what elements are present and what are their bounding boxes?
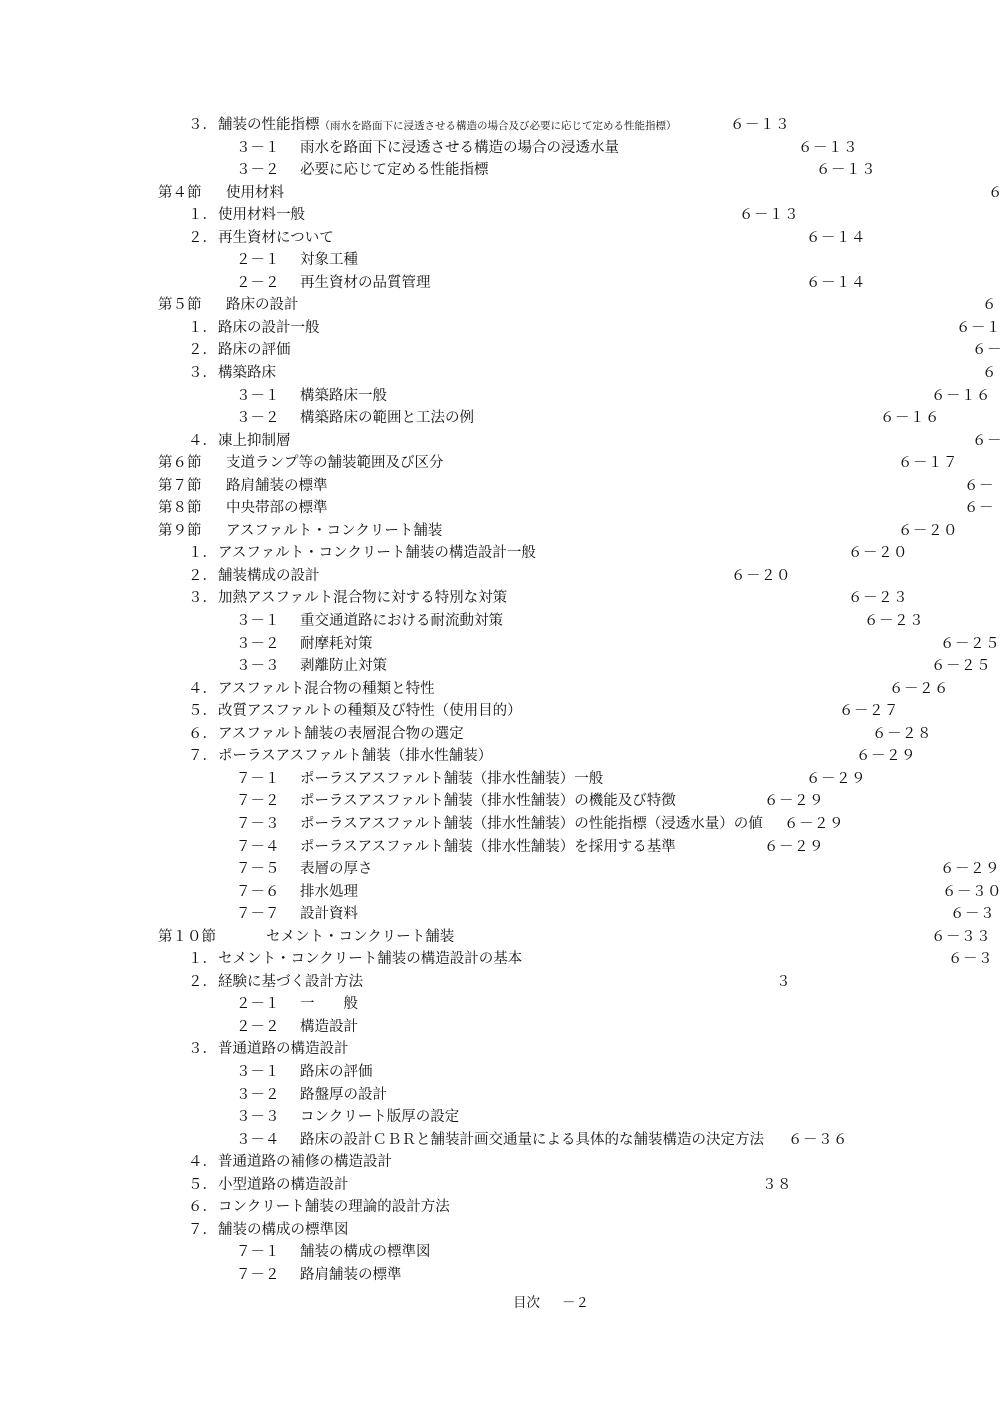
toc-entry-title <box>218 1038 349 1060</box>
toc-entry-number: ３． <box>188 590 217 607</box>
toc-entry-number: ７－２ <box>236 793 280 810</box>
toc-entry <box>0 1016 992 1039</box>
toc-entry <box>0 881 1002 904</box>
toc-entry <box>0 700 992 723</box>
toc-entry-title-text: 一 般 <box>300 996 358 1013</box>
toc-entry-title-text: 重交通道路における耐流動対策 <box>300 613 503 630</box>
toc-entry-title-text: 構築路床の範囲と工法の例 <box>300 410 474 427</box>
toc-entry-title <box>226 475 328 497</box>
toc-entry-title <box>218 1151 392 1173</box>
toc-entry-title-text: 使用材料一般 <box>218 207 305 224</box>
toc-entry-number: 第５節 <box>158 297 202 314</box>
toc-entry-title-text: 舗装の性能指標 <box>218 117 320 133</box>
toc-entry-title <box>300 272 431 294</box>
toc-entry <box>0 633 1000 656</box>
toc-entry-title <box>218 317 320 339</box>
toc-entry-number: ３－１ <box>236 387 280 404</box>
toc-entry-title-text: 構造設計 <box>300 1018 358 1035</box>
toc-entry-number: １． <box>188 207 217 224</box>
toc-entry-title-text: 路床の設計 <box>226 297 299 314</box>
toc-entry-title <box>300 768 603 790</box>
toc-entry-page: ６－２５ <box>940 635 1000 652</box>
toc-entry-title <box>300 1241 431 1263</box>
toc-entry-title <box>218 362 276 384</box>
toc-entry-title-text: 舗装の構成の標準図 <box>300 1244 431 1261</box>
toc-entry-page: ６－１３ <box>816 162 876 179</box>
toc-entry-page: ６－ <box>964 477 994 494</box>
toc-entry-page: ６－２６ <box>889 680 949 697</box>
toc-entry <box>0 362 997 385</box>
toc-entry-page: ６－３３ <box>931 928 991 945</box>
toc-entry <box>0 745 992 768</box>
toc-entry <box>0 1151 992 1174</box>
toc-entry-title-text: セメント・コンクリート舗装 <box>266 928 455 945</box>
toc-entry-title <box>300 1061 373 1083</box>
toc-entry-page: ６－２０ <box>731 567 791 584</box>
toc-entry-title <box>218 204 305 226</box>
toc-entry-page: ６－３６ <box>788 1131 848 1148</box>
toc-entry-title <box>226 294 299 316</box>
toc-entry <box>0 836 992 859</box>
toc-entry-title <box>300 836 676 858</box>
toc-entry-page: ６－２３ <box>848 590 908 607</box>
toc-entry <box>0 565 992 588</box>
toc-entry-title <box>218 948 522 970</box>
toc-entry-page: ６－１ <box>956 319 1001 336</box>
toc-entry-title <box>300 881 358 903</box>
toc-entry <box>0 430 1002 453</box>
toc-entry-title <box>218 227 334 249</box>
toc-entry-title-text: 必要に応じて定める性能指標 <box>300 162 489 179</box>
toc-entry-title <box>300 993 358 1015</box>
toc-entry-number: 第６節 <box>158 455 202 472</box>
toc-entry-number: ４． <box>188 432 217 449</box>
toc-entry-page: ６－２８ <box>872 725 932 742</box>
toc-entry-title-text: 舗装の構成の標準図 <box>218 1221 349 1238</box>
toc-entry-title-text: 路肩舗装の標準 <box>300 1266 402 1283</box>
toc-entry-title <box>218 700 522 722</box>
toc-entry-title-text: ポーラスアスファルト舗装（排水性舗装）を採用する基準 <box>300 838 676 855</box>
toc-entry-title <box>218 1174 349 1196</box>
toc-entry <box>0 1061 992 1084</box>
toc-entry-title <box>300 903 358 925</box>
toc-entry-title-text: コンクリート舗装の理論的設計方法 <box>218 1199 450 1216</box>
toc-entry-number: ３－１ <box>236 1063 280 1080</box>
toc-entry-title-text: 再生資材について <box>218 229 334 246</box>
toc-entry <box>0 993 992 1016</box>
toc-entry-number: ７－１ <box>236 1244 280 1261</box>
toc-entry-number: ３－２ <box>236 1086 280 1103</box>
toc-entry-title-text: 構築路床 <box>218 365 276 382</box>
toc-entry-title <box>300 610 503 632</box>
toc-entry-number: ３－３ <box>236 1109 280 1126</box>
toc-entry-title <box>300 1129 764 1151</box>
toc-entry-title-text: 対象工種 <box>300 252 358 269</box>
toc-entry-title-text: コンクリート版厚の設定 <box>300 1109 460 1126</box>
toc-entry-title <box>300 633 373 655</box>
toc-entry-title <box>218 587 507 609</box>
toc-entry-title <box>300 1016 358 1038</box>
toc-entry-title-text: 小型道路の構造設計 <box>218 1176 349 1193</box>
toc-entry-number: ３－４ <box>236 1131 280 1148</box>
toc-entry-title-text: ポーラスアスファルト舗装（排水性舗装）の性能指標（浸透水量）の値 <box>300 815 763 832</box>
toc-entry-number: ７． <box>188 1221 217 1238</box>
toc-entry-title-text: 舗装構成の設計 <box>218 567 320 584</box>
toc-entry-title <box>300 1084 387 1106</box>
toc-entry-number: １． <box>188 951 217 968</box>
toc-entry-title <box>300 858 373 880</box>
toc-entry-number: ２． <box>188 229 217 246</box>
toc-entry-page: ６－３ <box>950 906 995 923</box>
toc-entry-title <box>300 1106 459 1128</box>
toc-entry-title <box>218 430 291 452</box>
toc-entry-title-text: アスファルト混合物の種類と特性 <box>218 680 435 697</box>
toc-entry-page: ６ <box>982 365 997 382</box>
toc-entry <box>0 204 992 227</box>
toc-entry-number: 第４節 <box>158 184 202 201</box>
toc-entry <box>0 948 992 971</box>
toc-entry-title-text: 雨水を路面下に浸透させる構造の場合の浸透水量 <box>300 139 619 156</box>
toc-entry-title <box>218 1219 349 1241</box>
toc-entry-page: ６－２９ <box>856 748 916 765</box>
toc-entry-number: ４． <box>188 680 217 697</box>
toc-entry-title-text: 中央帯部の標準 <box>226 500 328 517</box>
toc-entry-number: 第１０節 <box>158 928 216 945</box>
toc-entry-title-text: 改質アスファルトの種類及び特性（使用目的） <box>218 703 522 720</box>
toc-entry <box>0 1106 992 1129</box>
toc-entry <box>0 452 992 475</box>
toc-entry-page: ６ <box>982 297 997 314</box>
toc-entry <box>0 317 1001 340</box>
toc-entry-title <box>300 655 387 677</box>
toc-entry <box>0 137 992 160</box>
toc-entry <box>0 723 992 746</box>
toc-entry-number: ３－１ <box>236 139 280 156</box>
toc-entry-number: ２． <box>188 973 217 990</box>
toc-entry-number: ３． <box>188 117 217 133</box>
toc-entry-title-text: ポーラスアスファルト舗装（排水性舗装） <box>218 748 493 765</box>
toc-entry <box>0 858 1000 881</box>
toc-entry <box>0 1264 992 1287</box>
toc-entry-title-text: 加熱アスファルト混合物に対する特別な対策 <box>218 590 508 607</box>
toc-entry-page: ６－２７ <box>839 703 899 720</box>
toc-entry-page: ６－３０ <box>942 883 1002 900</box>
toc-entry-title <box>218 339 291 361</box>
toc-entry-title-text: 路肩舗装の標準 <box>226 477 328 494</box>
toc-entry-number: １． <box>188 319 217 336</box>
toc-entry-title-text: 支道ランプ等の舗装範囲及び区分 <box>226 455 444 472</box>
toc-entry <box>0 813 992 836</box>
toc-entry-title-text: 路床の評価 <box>300 1063 373 1080</box>
toc-entry <box>0 114 992 137</box>
toc-entry-number: １． <box>188 545 217 562</box>
toc-entry-title <box>218 678 435 700</box>
toc-entry-page: ６－ <box>964 500 994 517</box>
toc-entry-page: ３ <box>776 973 791 990</box>
toc-entry-number: ７－３ <box>236 815 280 832</box>
toc-entry-title <box>226 452 444 474</box>
toc-entry-title-text: ポーラスアスファルト舗装（排水性舗装）一般 <box>300 770 604 787</box>
toc-entry-title <box>218 542 536 564</box>
toc-entry-title-text: 路床の設計ＣＢＲと舗装計画交通量による具体的な舗装構造の決定方法 <box>300 1131 764 1148</box>
toc-entry-number: ２－１ <box>236 996 280 1013</box>
toc-entry-title <box>218 565 320 587</box>
toc-entry-title-text: 路盤厚の設計 <box>300 1086 387 1103</box>
toc-entry-title-text: 表層の厚さ <box>300 861 373 878</box>
toc-entry-number: ３－３ <box>236 658 280 675</box>
toc-entry <box>0 272 992 295</box>
toc-entry <box>0 249 992 272</box>
toc-entry-title-text: アスファルト舗装の表層混合物の選定 <box>218 725 464 742</box>
toc-entry <box>0 903 995 926</box>
toc-entry-number: ２． <box>188 567 217 584</box>
toc-entry-page: ６－２０ <box>848 545 908 562</box>
toc-entry-title <box>266 926 454 948</box>
toc-entry <box>0 768 992 791</box>
toc-entry-number: ７． <box>188 748 217 765</box>
toc-entry-page: ６－２９ <box>764 838 824 855</box>
toc-entry-title-text: 普通道路の構造設計 <box>218 1041 349 1058</box>
toc-entry <box>0 1196 992 1219</box>
toc-entry-number: ６． <box>188 725 217 742</box>
toc-entry <box>0 655 992 678</box>
toc-entry-number: ４． <box>188 1154 217 1171</box>
toc-entry-number: ２－２ <box>236 274 280 291</box>
toc-entry-page: ６－２９ <box>784 815 844 832</box>
toc-entry-title <box>300 1264 402 1286</box>
toc-entry-title-text: セメント・コンクリート舗装の構造設計の基本 <box>218 951 523 968</box>
toc-entry <box>0 1241 992 1264</box>
toc-entry-number: ３－２ <box>236 635 280 652</box>
toc-entry-number: ７－７ <box>236 906 280 923</box>
toc-entry-number: ７－５ <box>236 861 280 878</box>
toc-entry <box>0 1038 992 1061</box>
toc-entry-page: ６－１３ <box>798 139 858 156</box>
toc-entry-page: ６－２０ <box>898 522 958 539</box>
toc-entry <box>0 475 992 498</box>
toc-entry-page: ６－３ <box>948 951 993 968</box>
toc-entry-page: ３８ <box>762 1176 792 1193</box>
toc-entry <box>0 294 997 317</box>
toc-entry-title <box>218 1196 450 1218</box>
toc-entry-title <box>300 249 358 271</box>
toc-entry-title-text: アスファルト・コンクリート舗装 <box>226 522 443 539</box>
toc-entry <box>0 542 992 565</box>
toc-entry-title <box>300 137 619 159</box>
toc-entry-title-text: 路床の設計一般 <box>218 319 320 336</box>
toc-entry-page: ６－２５ <box>931 658 991 675</box>
toc-entry-title <box>218 745 492 767</box>
toc-entry <box>0 339 1002 362</box>
toc-entry <box>0 790 992 813</box>
toc-entry <box>0 1219 992 1242</box>
toc-entry-title-text: 普通道路の補修の構造設計 <box>218 1154 392 1171</box>
toc-entry <box>0 520 992 543</box>
toc-entry-title-text: アスファルト・コンクリート舗装の構造設計一般 <box>218 545 536 562</box>
toc-entry <box>0 385 992 408</box>
toc-entry-page: ６－２９ <box>940 861 1000 878</box>
toc-entry-page: ６－２３ <box>864 613 924 630</box>
toc-entry-title <box>300 385 387 407</box>
toc-entry-title <box>226 520 442 542</box>
toc-entry-page: ６－ <box>972 432 1002 449</box>
toc-entry-page: ６－２９ <box>806 770 866 787</box>
toc-entry-number: ３－２ <box>236 162 280 179</box>
toc-entry-title-text: 設計資料 <box>300 906 358 923</box>
toc-entry-page: ６－１４ <box>806 274 866 291</box>
toc-entry <box>0 1129 992 1152</box>
toc-entry-number: ７－２ <box>236 1266 280 1283</box>
toc-entry-number: ３－１ <box>236 613 280 630</box>
toc-entry-title-text: 排水処理 <box>300 883 358 900</box>
toc-entry-title-text: 耐摩耗対策 <box>300 635 373 652</box>
toc-entry-title-text: 剥離防止対策 <box>300 658 387 675</box>
toc-entry <box>0 678 992 701</box>
toc-entry-title <box>218 723 464 745</box>
toc-entry-title <box>300 813 763 835</box>
toc-entry <box>0 587 992 610</box>
toc-entry <box>0 1174 992 1197</box>
toc-entry-title-text: 構築路床一般 <box>300 387 387 404</box>
toc-entry-page: ６－１７ <box>898 455 958 472</box>
page-footer <box>0 1292 992 1314</box>
toc-entry-title-text: 使用材料 <box>226 184 284 201</box>
toc-entry <box>0 610 992 633</box>
table-of-contents <box>0 114 1003 1286</box>
toc-entry-title <box>300 790 676 812</box>
toc-entry-number: ３． <box>188 1041 217 1058</box>
toc-entry-page: ６－ <box>972 342 1002 359</box>
toc-entry-page: ６－２９ <box>764 793 824 810</box>
toc-entry-page: ６ <box>988 184 1003 201</box>
toc-entry-title-text: 再生資材の品質管理 <box>300 274 431 291</box>
toc-entry-number: ２－１ <box>236 252 280 269</box>
toc-entry <box>0 407 992 430</box>
toc-entry-number: ５． <box>188 1176 217 1193</box>
toc-entry <box>0 1084 992 1107</box>
toc-entry-number: ７－１ <box>236 770 280 787</box>
toc-entry-number: ７－４ <box>236 838 280 855</box>
toc-entry-title-text: 経験に基づく設計方法 <box>218 973 363 990</box>
footer-page-number: －２ <box>562 1295 589 1311</box>
toc-entry-number: ２． <box>188 342 217 359</box>
toc-entry-number: 第９節 <box>158 522 202 539</box>
toc-entry-title-text: 凍上抑制層 <box>218 432 291 449</box>
toc-entry-number: ３． <box>188 365 217 382</box>
toc-entry-page: ６－１３ <box>739 207 799 224</box>
toc-entry-title <box>226 182 284 204</box>
toc-entry-page: ６－１６ <box>880 410 940 427</box>
footer-label: 目次 <box>513 1295 540 1311</box>
toc-entry-note: （雨水を路面下に浸透させる構造の場合及び必要に応じて定める性能指標） <box>319 120 677 132</box>
toc-entry-number: 第８節 <box>158 500 202 517</box>
toc-entry-title <box>300 159 489 181</box>
toc-entry-number: ３－２ <box>236 410 280 427</box>
toc-entry-title <box>218 114 677 137</box>
toc-entry-title-text: 路床の評価 <box>218 342 291 359</box>
toc-entry-page: ６－１３ <box>730 117 790 133</box>
toc-entry-title-text: ポーラスアスファルト舗装（排水性舗装）の機能及び特徴 <box>300 793 676 810</box>
toc-entry <box>0 159 992 182</box>
toc-entry <box>0 182 1003 205</box>
toc-entry-page: ６－１６ <box>931 387 991 404</box>
toc-entry-title <box>218 971 363 993</box>
toc-entry-number: ６． <box>188 1199 217 1216</box>
toc-entry <box>0 971 992 994</box>
toc-entry <box>0 926 992 949</box>
toc-entry <box>0 497 992 520</box>
toc-entry-title <box>226 497 328 519</box>
toc-entry-number: 第７節 <box>158 477 202 494</box>
toc-entry-number: ５． <box>188 703 217 720</box>
toc-entry-number: ７－６ <box>236 883 280 900</box>
toc-entry-title <box>300 407 474 429</box>
toc-entry-number: ２－２ <box>236 1018 280 1035</box>
toc-entry <box>0 227 992 250</box>
toc-entry-page: ６－１４ <box>806 229 866 246</box>
